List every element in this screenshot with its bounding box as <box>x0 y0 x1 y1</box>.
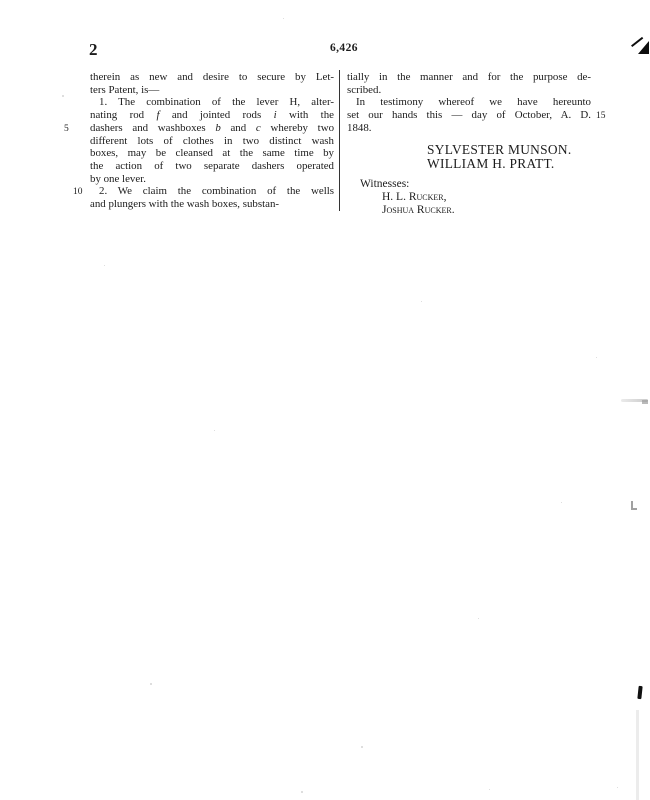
signature-pratt: WILLIAM H. PRATT. <box>427 155 555 171</box>
page-number: 2 <box>89 40 98 59</box>
signature-block <box>427 143 591 171</box>
text-line: therein as new and desire to secure by Let- <box>90 71 334 83</box>
column-divider <box>339 70 340 211</box>
text-line: different lots of clothes in two distinct wash <box>90 134 334 147</box>
text-line: the action of two separate dashers operated <box>90 159 334 172</box>
text-line: scribed. <box>347 83 382 96</box>
noise-speck <box>283 18 284 19</box>
page-edge-shadow <box>636 710 639 800</box>
text-line: tially in the manner and for the purpose de- <box>347 71 591 83</box>
scan-artifact-triangle <box>638 41 649 54</box>
noise-speck <box>104 265 105 266</box>
patent-number: 6,426 <box>330 42 358 54</box>
noise-speck <box>478 618 479 619</box>
noise-speck <box>361 746 363 748</box>
witness-name-rucker-hl: H. L. Rucker, <box>382 190 447 203</box>
noise-speck <box>489 789 490 790</box>
line-number: 15 <box>596 111 606 122</box>
text-line: boxes, may be cleansed at the same time by <box>90 147 334 160</box>
signature-munson: SYLVESTER MUNSON. <box>427 141 572 157</box>
noise-speck <box>214 430 215 431</box>
witnesses-section <box>347 178 591 217</box>
scan-mark-right-edge <box>631 501 637 510</box>
text-line: 1848. <box>347 121 372 134</box>
text-line: nating rod f and jointed rods i with the <box>90 109 334 122</box>
witnesses-label: Witnesses: <box>360 177 410 190</box>
text-line: dashers and washboxes b and c whereby two 5 <box>64 121 335 134</box>
text-line: ters Patent, is— <box>90 83 160 96</box>
scan-artifact-bottom-right <box>637 686 642 699</box>
text-line: and plungers with the wash boxes, substan- <box>90 198 280 211</box>
text-line: by one lever. <box>90 172 146 185</box>
right-column <box>347 71 606 217</box>
line-number: 5 <box>64 123 69 134</box>
witness-name-rucker-joshua: Joshua Rucker. <box>382 203 455 216</box>
noise-speck <box>596 357 597 358</box>
right-column-lines <box>347 71 606 135</box>
text-line: set our hands this — day of October, A. D. 15 <box>347 109 591 122</box>
text-line: In testimony whereof we have hereunto <box>356 96 591 109</box>
scan-artifact-top-right <box>636 36 650 54</box>
scan-smudge-blob <box>642 400 648 404</box>
left-column <box>64 71 335 211</box>
noise-speck <box>301 791 303 793</box>
text-line: 1. The combination of the lever H, alter- <box>99 96 334 109</box>
line-number: 10 <box>73 187 83 198</box>
noise-speck <box>150 683 152 685</box>
noise-speck <box>421 301 422 302</box>
noise-speck <box>617 787 618 788</box>
text-line: 2. We claim the combination of the wells 10 <box>90 185 334 198</box>
noise-speck <box>561 502 562 503</box>
noise-speck <box>62 95 64 97</box>
